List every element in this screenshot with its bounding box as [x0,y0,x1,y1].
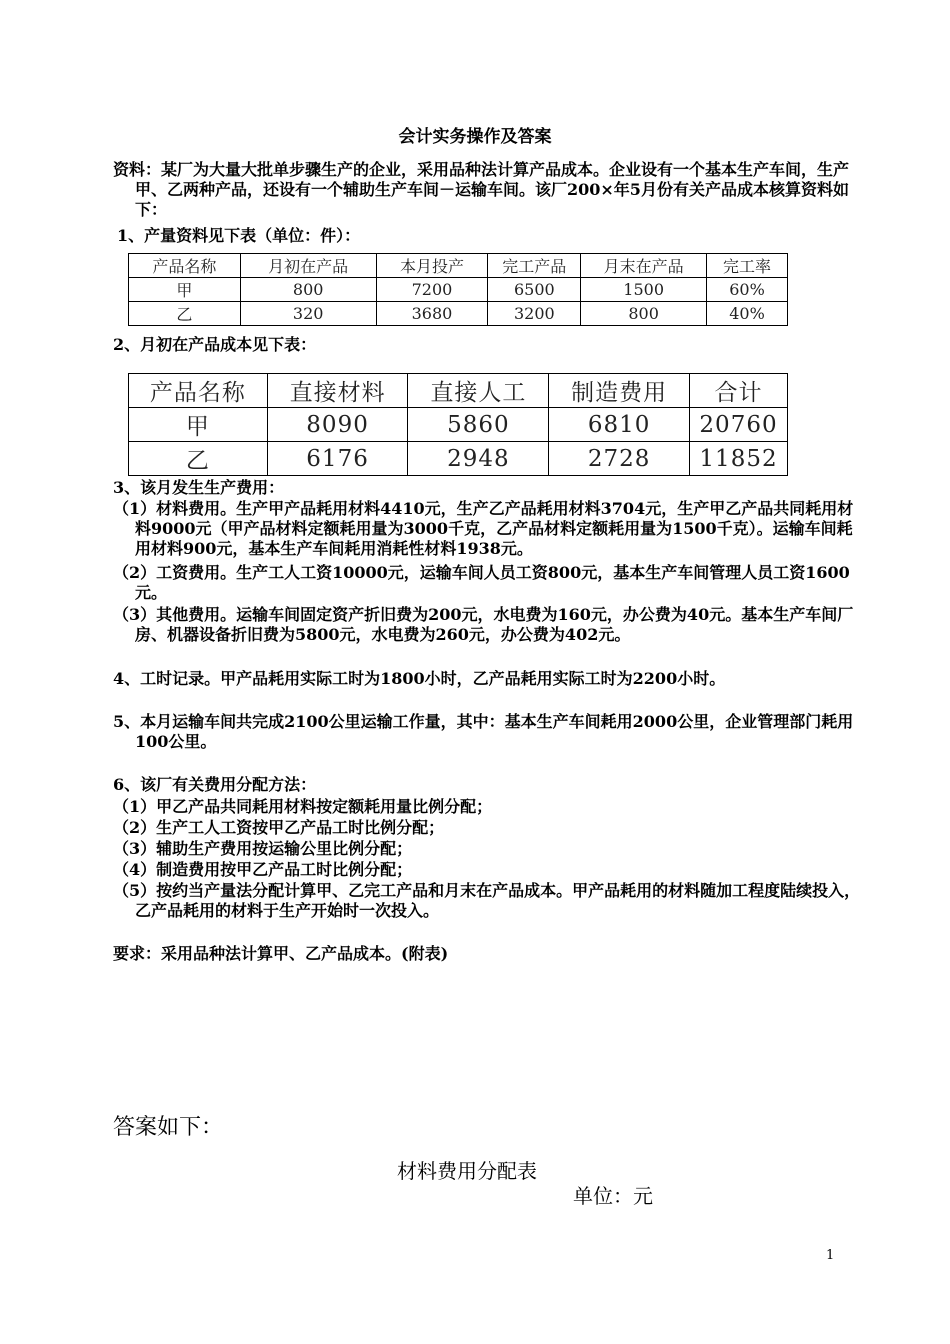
header-cell: 月初在产品 [240,254,376,278]
header-cell: 合计 [690,374,788,408]
section6-heading: 6、该厂有关费用分配方法： [113,775,317,794]
document-title: 会计实务操作及答案 [398,127,552,147]
section2-heading: 2、月初在产品成本见下表： [113,335,317,354]
requirement-paragraph: 要求：采用品种法计算甲、乙产品成本。(附表) [113,944,449,963]
section4-paragraph: 4、工时记录。甲产品耗用实际工时为1800小时，乙产品耗用实际工时为2200小时。 [113,669,726,688]
opening-wip-cost-table [128,373,788,476]
table-cell: 20760 [690,408,788,442]
table-cell: 320 [240,302,376,326]
table-row [129,278,788,302]
table-cell: 6176 [267,442,408,476]
table-cell: 11852 [690,442,788,476]
table-cell: 7200 [376,278,488,302]
table-cell: 3200 [488,302,581,326]
section3-heading: 3、该月发生生产费用： [113,478,285,497]
section6-item: （4）制造费用按甲乙产品工时比例分配； [113,860,413,879]
header-cell: 直接人工 [408,374,549,408]
table-cell: 乙 [129,302,241,326]
table-cell: 甲 [129,278,241,302]
table-cell: 6810 [549,408,690,442]
table-header-row [129,374,788,408]
table-cell: 1500 [581,278,707,302]
table-header-row [129,254,788,278]
table-cell: 6500 [488,278,581,302]
section6-item: （2）生产工人工资按甲乙产品工时比例分配； [113,818,445,837]
table-row [129,408,788,442]
table-cell: 5860 [408,408,549,442]
answer-heading: 答案如下： [113,1115,224,1140]
header-cell: 直接材料 [267,374,408,408]
section6-item: （3）辅助生产费用按运输公里比例分配； [113,839,413,858]
table-cell: 800 [581,302,707,326]
table-cell: 甲 [129,408,268,442]
table-cell: 60% [707,278,788,302]
header-cell: 产品名称 [129,374,268,408]
section3-item: （2）工资费用。生产工人工资10000元，运输车间人员工资800元，基本生产车间管理人员工资1600元。 [113,563,850,602]
section6-item: （5）按约当产量法分配计算甲、乙完工产品和月末在产品成本。甲产品耗用的材料随加工程度陆续投入，乙产品耗用的材料于生产开始时一次投入。 [113,881,861,920]
output-table [128,253,788,326]
header-cell: 制造费用 [549,374,690,408]
section5-paragraph: 5、本月运输车间共完成2100公里运输工作量，其中：基本生产车间耗用2000公里，企业管理部门耗用100公里。 [113,712,854,751]
table-cell: 乙 [129,442,268,476]
unit-label: 单位：元 [573,1184,653,1208]
table-cell: 2728 [549,442,690,476]
header-cell: 完工产品 [488,254,581,278]
table-cell: 3680 [376,302,488,326]
header-cell: 本月投产 [376,254,488,278]
header-cell: 完工率 [707,254,788,278]
section3-item: （3）其他费用。运输车间固定资产折旧费为200元，水电费为160元，办公费为40元。基本生产车间厂房、机器设备折旧费为5800元，水电费为260元，办公费为402元。 [113,605,854,644]
intro-paragraph: 资料：某厂为大量大批单步骤生产的企业，采用品种法计算产品成本。企业设有一个基本生产车间，生产甲、乙两种产品，还设有一个辅助生产车间－运输车间。该厂200×年5月份有关产品成本核算资料如下： [113,160,850,219]
section1-heading: 1、产量资料见下表（单位：件）： [117,226,361,245]
table-row [129,442,788,476]
table-cell: 40% [707,302,788,326]
table-cell: 2948 [408,442,549,476]
table-cell: 800 [240,278,376,302]
table-title: 材料费用分配表 [397,1159,537,1183]
table-row [129,302,788,326]
section6-item: （1）甲乙产品共同耗用材料按定额耗用量比例分配； [113,797,493,816]
table-cell: 8090 [267,408,408,442]
page-number: 1 [826,1248,835,1263]
header-cell: 月末在产品 [581,254,707,278]
section3-item: （1）材料费用。生产甲产品耗用材料4410元，生产乙产品耗用材料3704元，生产甲乙产品共同耗用材料9000元（甲产品材料定额耗用量为3000千克，乙产品材料定额耗用量为1500千克）。运输车间耗用材料900元，基本生产车间耗用消耗性材料1938元。 [113,499,854,558]
header-cell: 产品名称 [129,254,241,278]
